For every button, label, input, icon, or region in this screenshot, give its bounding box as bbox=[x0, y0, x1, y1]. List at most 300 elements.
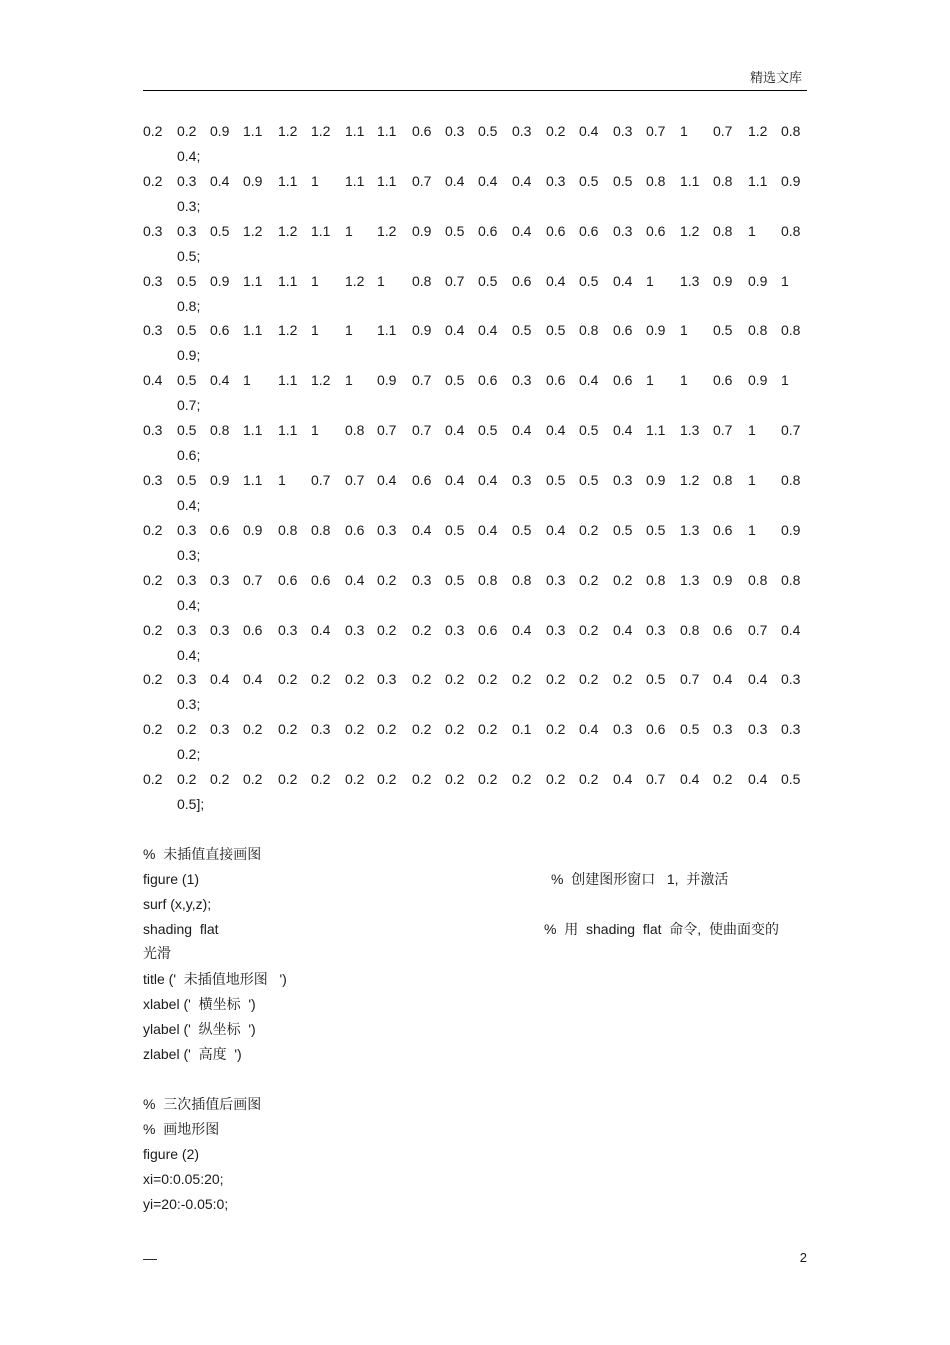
matrix-cell: 0.7 bbox=[748, 621, 768, 638]
matrix-cell: 0.5 bbox=[445, 372, 465, 389]
matrix-cell: 0.2 bbox=[345, 671, 365, 688]
matrix-cell: 0.5 bbox=[546, 471, 566, 488]
matrix-cell: 0.3 bbox=[177, 222, 197, 239]
matrix-cell: 0.2 bbox=[177, 721, 197, 738]
matrix-cell: 0.7 bbox=[412, 372, 432, 389]
matrix-cell: 0.9 bbox=[243, 172, 263, 189]
matrix-cell: 0.2 bbox=[278, 771, 298, 788]
matrix-cell: 0.2 bbox=[311, 771, 331, 788]
matrix-cell: 0.9 bbox=[210, 471, 230, 488]
matrix-cell: 0.5 bbox=[646, 521, 666, 538]
matrix-cell: 0.3; bbox=[177, 696, 201, 713]
matrix-cell: 0.5 bbox=[546, 322, 566, 339]
matrix-cell: 0.6 bbox=[713, 621, 733, 638]
matrix-cell: 0.6 bbox=[278, 571, 298, 588]
matrix-cell: 1 bbox=[748, 521, 756, 538]
matrix-cell: 0.6 bbox=[546, 222, 566, 239]
matrix-cell: 1.3 bbox=[680, 272, 700, 289]
matrix-cell: 0.2 bbox=[613, 571, 633, 588]
matrix-cell: 1.1 bbox=[345, 123, 365, 139]
matrix-cell: 0.4 bbox=[546, 521, 566, 538]
matrix-cell: 0.4 bbox=[210, 172, 230, 189]
matrix-cell: 1.3 bbox=[680, 422, 700, 439]
matrix-cell: 0.6 bbox=[345, 521, 365, 538]
matrix-cell: 0.3 bbox=[177, 621, 197, 638]
matrix-cell: 0.2 bbox=[210, 771, 230, 788]
matrix-cell: 0.3 bbox=[748, 721, 768, 738]
matrix-cell: 0.9 bbox=[713, 571, 733, 588]
matrix-cell: 1 bbox=[748, 471, 756, 488]
matrix-cell: 0.5 bbox=[646, 671, 666, 688]
matrix-cell: 1 bbox=[243, 372, 251, 389]
matrix-cell: 0.5 bbox=[512, 322, 532, 339]
matrix-cell: 0.4 bbox=[748, 771, 768, 788]
code-xi: xi=0:0.05:20; bbox=[143, 1171, 224, 1187]
matrix-cell: 0.5 bbox=[680, 721, 700, 738]
matrix-cell: 0.4 bbox=[377, 471, 397, 488]
matrix-cell: 0.7 bbox=[243, 571, 263, 588]
matrix-cell: 0.2 bbox=[143, 521, 163, 538]
matrix-cell: 0.2 bbox=[412, 621, 432, 638]
matrix-cell: 0.4; bbox=[177, 496, 201, 513]
matrix-cell: 0.5 bbox=[512, 521, 532, 538]
matrix-cell: 0.4 bbox=[579, 123, 599, 139]
matrix-cell: 0.3 bbox=[613, 471, 633, 488]
matrix-cell: 0.3 bbox=[177, 172, 197, 189]
matrix-cell: 1.2 bbox=[377, 222, 397, 239]
matrix-cell: 0.7 bbox=[781, 422, 801, 439]
matrix-cell: 0.2 bbox=[412, 671, 432, 688]
matrix-cell: 1.1 bbox=[278, 172, 298, 189]
matrix-cell: 0.4 bbox=[579, 372, 599, 389]
code-yi: yi=20:-0.05:0; bbox=[143, 1196, 229, 1212]
code-title: title (' 未插值地形图 ') bbox=[143, 971, 287, 987]
matrix-cell: 0.3 bbox=[613, 721, 633, 738]
matrix-cell: 0.3 bbox=[210, 571, 230, 588]
matrix-cell: 0.5 bbox=[445, 571, 465, 588]
footer-dash: — bbox=[143, 1250, 157, 1266]
matrix-cell: 0.2 bbox=[177, 771, 197, 788]
matrix-cell: 0.5 bbox=[177, 422, 197, 439]
matrix-cell: 1.2 bbox=[680, 222, 700, 239]
matrix-cell: 0.5 bbox=[713, 322, 733, 339]
matrix-cell: 0.3 bbox=[613, 222, 633, 239]
matrix-cell: 1.2 bbox=[278, 322, 298, 339]
matrix-cell: 1.1 bbox=[243, 322, 263, 339]
matrix-cell: 0.4 bbox=[445, 172, 465, 189]
matrix-cell: 0.9 bbox=[781, 172, 801, 189]
matrix-cell: 0.3 bbox=[445, 621, 465, 638]
matrix-cell: 0.2 bbox=[546, 671, 566, 688]
matrix-cell: 1.3 bbox=[680, 571, 700, 588]
matrix-cell: 0.2 bbox=[177, 123, 197, 139]
matrix-cell: 0.3 bbox=[713, 721, 733, 738]
matrix-cell: 0.3 bbox=[546, 172, 566, 189]
matrix-cell: 0.3 bbox=[546, 621, 566, 638]
code-shading-comment-cont: 光滑 bbox=[143, 945, 171, 961]
matrix-cell: 0.2 bbox=[478, 671, 498, 688]
matrix-cell: 0.3 bbox=[646, 621, 666, 638]
matrix-cell: 0.8 bbox=[748, 571, 768, 588]
matrix-cell: 0.4 bbox=[512, 621, 532, 638]
matrix-cell: 0.2 bbox=[377, 621, 397, 638]
matrix-cell: 0.2 bbox=[278, 721, 298, 738]
matrix-cell: 1.1 bbox=[243, 471, 263, 488]
matrix-cell: 0.2 bbox=[345, 721, 365, 738]
code-ylabel: ylabel (' 纵坐标 ') bbox=[143, 1021, 256, 1037]
matrix-cell: 0.9 bbox=[210, 272, 230, 289]
matrix-cell: 0.4 bbox=[445, 322, 465, 339]
matrix-cell: 0.3 bbox=[177, 521, 197, 538]
matrix-cell: 0.4 bbox=[445, 471, 465, 488]
matrix-cell: 0.2 bbox=[445, 771, 465, 788]
matrix-cell: 0.6 bbox=[579, 222, 599, 239]
matrix-cell: 0.4 bbox=[311, 621, 331, 638]
matrix-cell: 1.2 bbox=[311, 123, 331, 139]
matrix-cell: 0.2 bbox=[377, 571, 397, 588]
matrix-cell: 0.4 bbox=[613, 621, 633, 638]
matrix-cell: 0.5 bbox=[579, 471, 599, 488]
matrix-cell: 0.2 bbox=[377, 771, 397, 788]
matrix-cell: 0.8 bbox=[512, 571, 532, 588]
matrix-cell: 1 bbox=[680, 123, 688, 139]
matrix-cell: 0.2 bbox=[377, 721, 397, 738]
matrix-cell: 0.4 bbox=[445, 422, 465, 439]
matrix-cell: 0.4; bbox=[177, 148, 201, 164]
matrix-cell: 0.4 bbox=[748, 671, 768, 688]
matrix-cell: 0.2 bbox=[546, 721, 566, 738]
matrix-cell: 0.8 bbox=[579, 322, 599, 339]
matrix-cell: 0.2 bbox=[243, 771, 263, 788]
matrix-cell: 0.3 bbox=[143, 471, 163, 488]
matrix-cell: 0.3 bbox=[210, 721, 230, 738]
matrix-cell: 1 bbox=[680, 322, 688, 339]
matrix-cell: 1 bbox=[345, 372, 353, 389]
matrix-cell: 0.5; bbox=[177, 247, 201, 264]
matrix-cell: 0.4 bbox=[512, 172, 532, 189]
matrix-cell: 0.9 bbox=[713, 272, 733, 289]
matrix-cell: 0.8 bbox=[345, 422, 365, 439]
matrix-cell: 0.3 bbox=[781, 721, 801, 738]
matrix-cell: 0.2; bbox=[177, 746, 201, 763]
matrix-cell: 0.2 bbox=[445, 721, 465, 738]
matrix-cell: 0.3 bbox=[177, 671, 197, 688]
matrix-cell: 1.2 bbox=[278, 222, 298, 239]
matrix-cell: 0.3 bbox=[781, 671, 801, 688]
header-rule bbox=[143, 90, 807, 91]
matrix-cell: 0.2 bbox=[143, 172, 163, 189]
matrix-cell: 0.4 bbox=[613, 422, 633, 439]
matrix-cell: 0.2 bbox=[143, 771, 163, 788]
matrix-cell: 0.3; bbox=[177, 197, 201, 214]
matrix-cell: 0.2 bbox=[478, 721, 498, 738]
matrix-cell: 0.2 bbox=[512, 771, 532, 788]
matrix-cell: 0.2 bbox=[243, 721, 263, 738]
matrix-cell: 0.8 bbox=[412, 272, 432, 289]
matrix-cell: 0.5 bbox=[478, 272, 498, 289]
matrix-cell: 0.8 bbox=[781, 123, 801, 139]
matrix-cell: 1 bbox=[748, 422, 756, 439]
matrix-cell: 0.7 bbox=[311, 471, 331, 488]
matrix-cell: 0.8 bbox=[646, 172, 666, 189]
matrix-cell: 0.5 bbox=[177, 372, 197, 389]
matrix-cell: 0.2 bbox=[412, 721, 432, 738]
matrix-cell: 1.2 bbox=[345, 272, 365, 289]
matrix-cell: 0.3 bbox=[345, 621, 365, 638]
matrix-cell: 0.4 bbox=[613, 771, 633, 788]
matrix-cell: 0.4 bbox=[210, 671, 230, 688]
matrix-cell: 0.3 bbox=[177, 571, 197, 588]
matrix-cell: 0.6 bbox=[713, 372, 733, 389]
matrix-cell: 1.2 bbox=[680, 471, 700, 488]
matrix-cell: 1.1 bbox=[680, 172, 700, 189]
matrix-cell: 0.7 bbox=[646, 123, 666, 139]
matrix-cell: 0.7 bbox=[345, 471, 365, 488]
matrix-cell: 0.3 bbox=[143, 222, 163, 239]
matrix-cell: 0.8 bbox=[311, 521, 331, 538]
matrix-cell: 0.6 bbox=[512, 272, 532, 289]
matrix-cell: 0.6 bbox=[478, 222, 498, 239]
matrix-cell: 0.3; bbox=[177, 546, 201, 563]
matrix-cell: 0.9 bbox=[377, 372, 397, 389]
matrix-cell: 1.1 bbox=[278, 272, 298, 289]
matrix-cell: 0.4 bbox=[579, 721, 599, 738]
matrix-cell: 0.6 bbox=[646, 721, 666, 738]
matrix-cell: 0.2 bbox=[143, 721, 163, 738]
code-comment-no-interp: % 未插值直接画图 bbox=[143, 846, 262, 862]
code-figure-1-comment: % 创建图形窗口 1, 并激活 bbox=[551, 871, 729, 887]
matrix-cell: 0.5 bbox=[613, 521, 633, 538]
matrix-cell: 1.2 bbox=[278, 123, 298, 139]
matrix-cell: 0.2 bbox=[579, 671, 599, 688]
matrix-cell: 0.4 bbox=[713, 671, 733, 688]
matrix-cell: 0.2 bbox=[445, 671, 465, 688]
matrix-cell: 1 bbox=[748, 222, 756, 239]
matrix-cell: 0.4 bbox=[243, 671, 263, 688]
matrix-cell: 0.5 bbox=[177, 322, 197, 339]
matrix-cell: 0.3 bbox=[278, 621, 298, 638]
matrix-cell: 0.3 bbox=[512, 471, 532, 488]
matrix-cell: 0.3 bbox=[512, 123, 532, 139]
matrix-cell: 1 bbox=[646, 372, 654, 389]
matrix-cell: 0.5 bbox=[177, 272, 197, 289]
matrix-cell: 0.6 bbox=[646, 222, 666, 239]
matrix-cell: 0.5 bbox=[579, 272, 599, 289]
matrix-cell: 0.2 bbox=[579, 571, 599, 588]
matrix-cell: 0.2 bbox=[713, 771, 733, 788]
matrix-cell: 0.2 bbox=[143, 621, 163, 638]
matrix-cell: 0.4 bbox=[546, 272, 566, 289]
matrix-cell: 0.8 bbox=[680, 621, 700, 638]
matrix-cell: 0.3 bbox=[546, 571, 566, 588]
matrix-cell: 1.1 bbox=[748, 172, 768, 189]
matrix-cell: 0.4; bbox=[177, 596, 201, 613]
matrix-cell: 0.6 bbox=[613, 372, 633, 389]
matrix-cell: 0.3 bbox=[143, 422, 163, 439]
matrix-cell: 1 bbox=[311, 422, 319, 439]
matrix-cell: 0.4 bbox=[478, 471, 498, 488]
matrix-cell: 0.2 bbox=[512, 671, 532, 688]
matrix-cell: 0.9 bbox=[243, 521, 263, 538]
matrix-cell: 0.6 bbox=[613, 322, 633, 339]
matrix-cell: 0.8 bbox=[748, 322, 768, 339]
matrix-cell: 0.4 bbox=[143, 372, 163, 389]
matrix-cell: 1.2 bbox=[243, 222, 263, 239]
matrix-cell: 1.1 bbox=[243, 272, 263, 289]
matrix-cell: 0.4 bbox=[210, 372, 230, 389]
matrix-cell: 0.6 bbox=[311, 571, 331, 588]
matrix-cell: 0.4 bbox=[412, 521, 432, 538]
code-shading-comment: % 用 shading flat 命令, 使曲面变的 bbox=[544, 921, 779, 937]
matrix-cell: 0.4 bbox=[478, 521, 498, 538]
matrix-cell: 0.8 bbox=[781, 322, 801, 339]
matrix-cell: 0.7 bbox=[713, 123, 733, 139]
matrix-cell: 0.6 bbox=[546, 372, 566, 389]
matrix-cell: 0.3 bbox=[143, 272, 163, 289]
matrix-cell: 0.7 bbox=[713, 422, 733, 439]
matrix-cell: 0.5 bbox=[781, 771, 801, 788]
matrix-cell: 0.6 bbox=[243, 621, 263, 638]
matrix-cell: 0.7 bbox=[412, 172, 432, 189]
matrix-cell: 0.8 bbox=[713, 471, 733, 488]
code-figure-1: figure (1) bbox=[143, 871, 200, 887]
matrix-cell: 0.9 bbox=[748, 272, 768, 289]
matrix-cell: 0.3 bbox=[613, 123, 633, 139]
matrix-cell: 0.9 bbox=[412, 222, 432, 239]
code-comment-cubic: % 三次插值后画图 bbox=[143, 1096, 262, 1112]
matrix-cell: 0.7; bbox=[177, 397, 201, 414]
matrix-cell: 1.1 bbox=[278, 422, 298, 439]
matrix-cell: 0.4 bbox=[478, 172, 498, 189]
matrix-cell: 0.5 bbox=[579, 172, 599, 189]
matrix-cell: 0.2 bbox=[143, 671, 163, 688]
matrix-cell: 0.5 bbox=[613, 172, 633, 189]
matrix-cell: 0.2 bbox=[278, 671, 298, 688]
matrix-cell: 1 bbox=[311, 272, 319, 289]
matrix-cell: 0.5 bbox=[478, 123, 498, 139]
matrix-cell: 0.7 bbox=[412, 422, 432, 439]
matrix-cell: 0.9; bbox=[177, 347, 201, 364]
matrix-cell: 1.2 bbox=[748, 123, 768, 139]
matrix-cell: 1.1 bbox=[311, 222, 331, 239]
matrix-cell: 0.2 bbox=[546, 771, 566, 788]
matrix-cell: 1 bbox=[646, 272, 654, 289]
matrix-cell: 1 bbox=[311, 322, 319, 339]
matrix-cell: 0.4 bbox=[512, 422, 532, 439]
matrix-cell: 1 bbox=[278, 471, 286, 488]
matrix-cell: 0.4 bbox=[512, 222, 532, 239]
matrix-cell: 0.9 bbox=[646, 322, 666, 339]
matrix-cell: 0.5 bbox=[177, 471, 197, 488]
matrix-cell: 0.2 bbox=[412, 771, 432, 788]
matrix-cell: 0.9 bbox=[646, 471, 666, 488]
matrix-cell: 0.5 bbox=[445, 222, 465, 239]
matrix-cell: 0.6 bbox=[412, 471, 432, 488]
matrix-cell: 0.8 bbox=[713, 222, 733, 239]
matrix-cell: 0.6 bbox=[478, 372, 498, 389]
matrix-cell: 0.2 bbox=[579, 621, 599, 638]
matrix-cell: 1 bbox=[345, 222, 353, 239]
matrix-cell: 0.8 bbox=[478, 571, 498, 588]
matrix-cell: 0.2 bbox=[345, 771, 365, 788]
matrix-cell: 0.6 bbox=[412, 123, 432, 139]
matrix-cell: 0.3 bbox=[445, 123, 465, 139]
matrix-cell: 0.1 bbox=[512, 721, 532, 738]
matrix-cell: 0.7 bbox=[646, 771, 666, 788]
matrix-cell: 1.1 bbox=[377, 322, 397, 339]
matrix-cell: 0.8 bbox=[278, 521, 298, 538]
matrix-cell: 0.2 bbox=[311, 671, 331, 688]
matrix-cell: 0.8 bbox=[646, 571, 666, 588]
matrix-cell: 0.6 bbox=[210, 521, 230, 538]
matrix-cell: 0.6 bbox=[478, 621, 498, 638]
page-number: 2 bbox=[799, 1250, 807, 1265]
matrix-cell: 0.7 bbox=[445, 272, 465, 289]
matrix-cell: 0.5]; bbox=[177, 796, 205, 813]
matrix-cell: 0.3 bbox=[377, 521, 397, 538]
matrix-cell: 0.3 bbox=[311, 721, 331, 738]
matrix-cell: 1.1 bbox=[243, 422, 263, 439]
matrix-cell: 1.1 bbox=[377, 172, 397, 189]
matrix-cell: 0.6 bbox=[713, 521, 733, 538]
matrix-cell: 0.3 bbox=[143, 322, 163, 339]
matrix-cell: 0.4 bbox=[613, 272, 633, 289]
matrix-cell: 1 bbox=[345, 322, 353, 339]
matrix-cell: 0.5 bbox=[478, 422, 498, 439]
matrix-cell: 1 bbox=[377, 272, 385, 289]
code-surf: surf (x,y,z); bbox=[143, 896, 212, 912]
matrix-cell: 0.8 bbox=[781, 471, 801, 488]
matrix-cell: 1.1 bbox=[345, 172, 365, 189]
matrix-cell: 0.4 bbox=[546, 422, 566, 439]
matrix-cell: 0.9 bbox=[210, 123, 230, 139]
code-comment-terrain: % 画地形图 bbox=[143, 1121, 220, 1137]
matrix-cell: 0.8 bbox=[210, 422, 230, 439]
matrix-cell: 0.2 bbox=[579, 521, 599, 538]
matrix-cell: 0.2 bbox=[143, 571, 163, 588]
matrix-cell: 0.9 bbox=[412, 322, 432, 339]
matrix-cell: 0.7 bbox=[680, 671, 700, 688]
matrix-cell: 1 bbox=[781, 372, 789, 389]
matrix-cell: 0.2 bbox=[546, 123, 566, 139]
matrix-cell: 1.1 bbox=[377, 123, 397, 139]
matrix-cell: 0.2 bbox=[579, 771, 599, 788]
matrix-cell: 1 bbox=[781, 272, 789, 289]
matrix-cell: 0.5 bbox=[579, 422, 599, 439]
matrix-cell: 0.2 bbox=[613, 671, 633, 688]
matrix-cell: 0.2 bbox=[478, 771, 498, 788]
matrix-cell: 0.4 bbox=[781, 621, 801, 638]
matrix-cell: 0.9 bbox=[781, 521, 801, 538]
matrix-cell: 0.4; bbox=[177, 646, 201, 663]
matrix-cell: 1.1 bbox=[646, 422, 666, 439]
matrix-cell: 0.5 bbox=[210, 222, 230, 239]
matrix-cell: 1.1 bbox=[278, 372, 298, 389]
code-zlabel: zlabel (' 高度 ') bbox=[143, 1046, 242, 1062]
matrix-cell: 0.4 bbox=[345, 571, 365, 588]
matrix-cell: 1 bbox=[680, 372, 688, 389]
header-title: 精选文库 bbox=[749, 70, 802, 85]
matrix-cell: 0.3 bbox=[412, 571, 432, 588]
matrix-cell: 0.6 bbox=[210, 322, 230, 339]
matrix-cell: 0.3 bbox=[512, 372, 532, 389]
matrix-cell: 0.8 bbox=[781, 571, 801, 588]
matrix-cell: 1.2 bbox=[311, 372, 331, 389]
matrix-cell: 0.5 bbox=[445, 521, 465, 538]
code-figure-2: figure (2) bbox=[143, 1146, 200, 1162]
matrix-cell: 0.4 bbox=[680, 771, 700, 788]
matrix-cell: 1 bbox=[311, 172, 319, 189]
